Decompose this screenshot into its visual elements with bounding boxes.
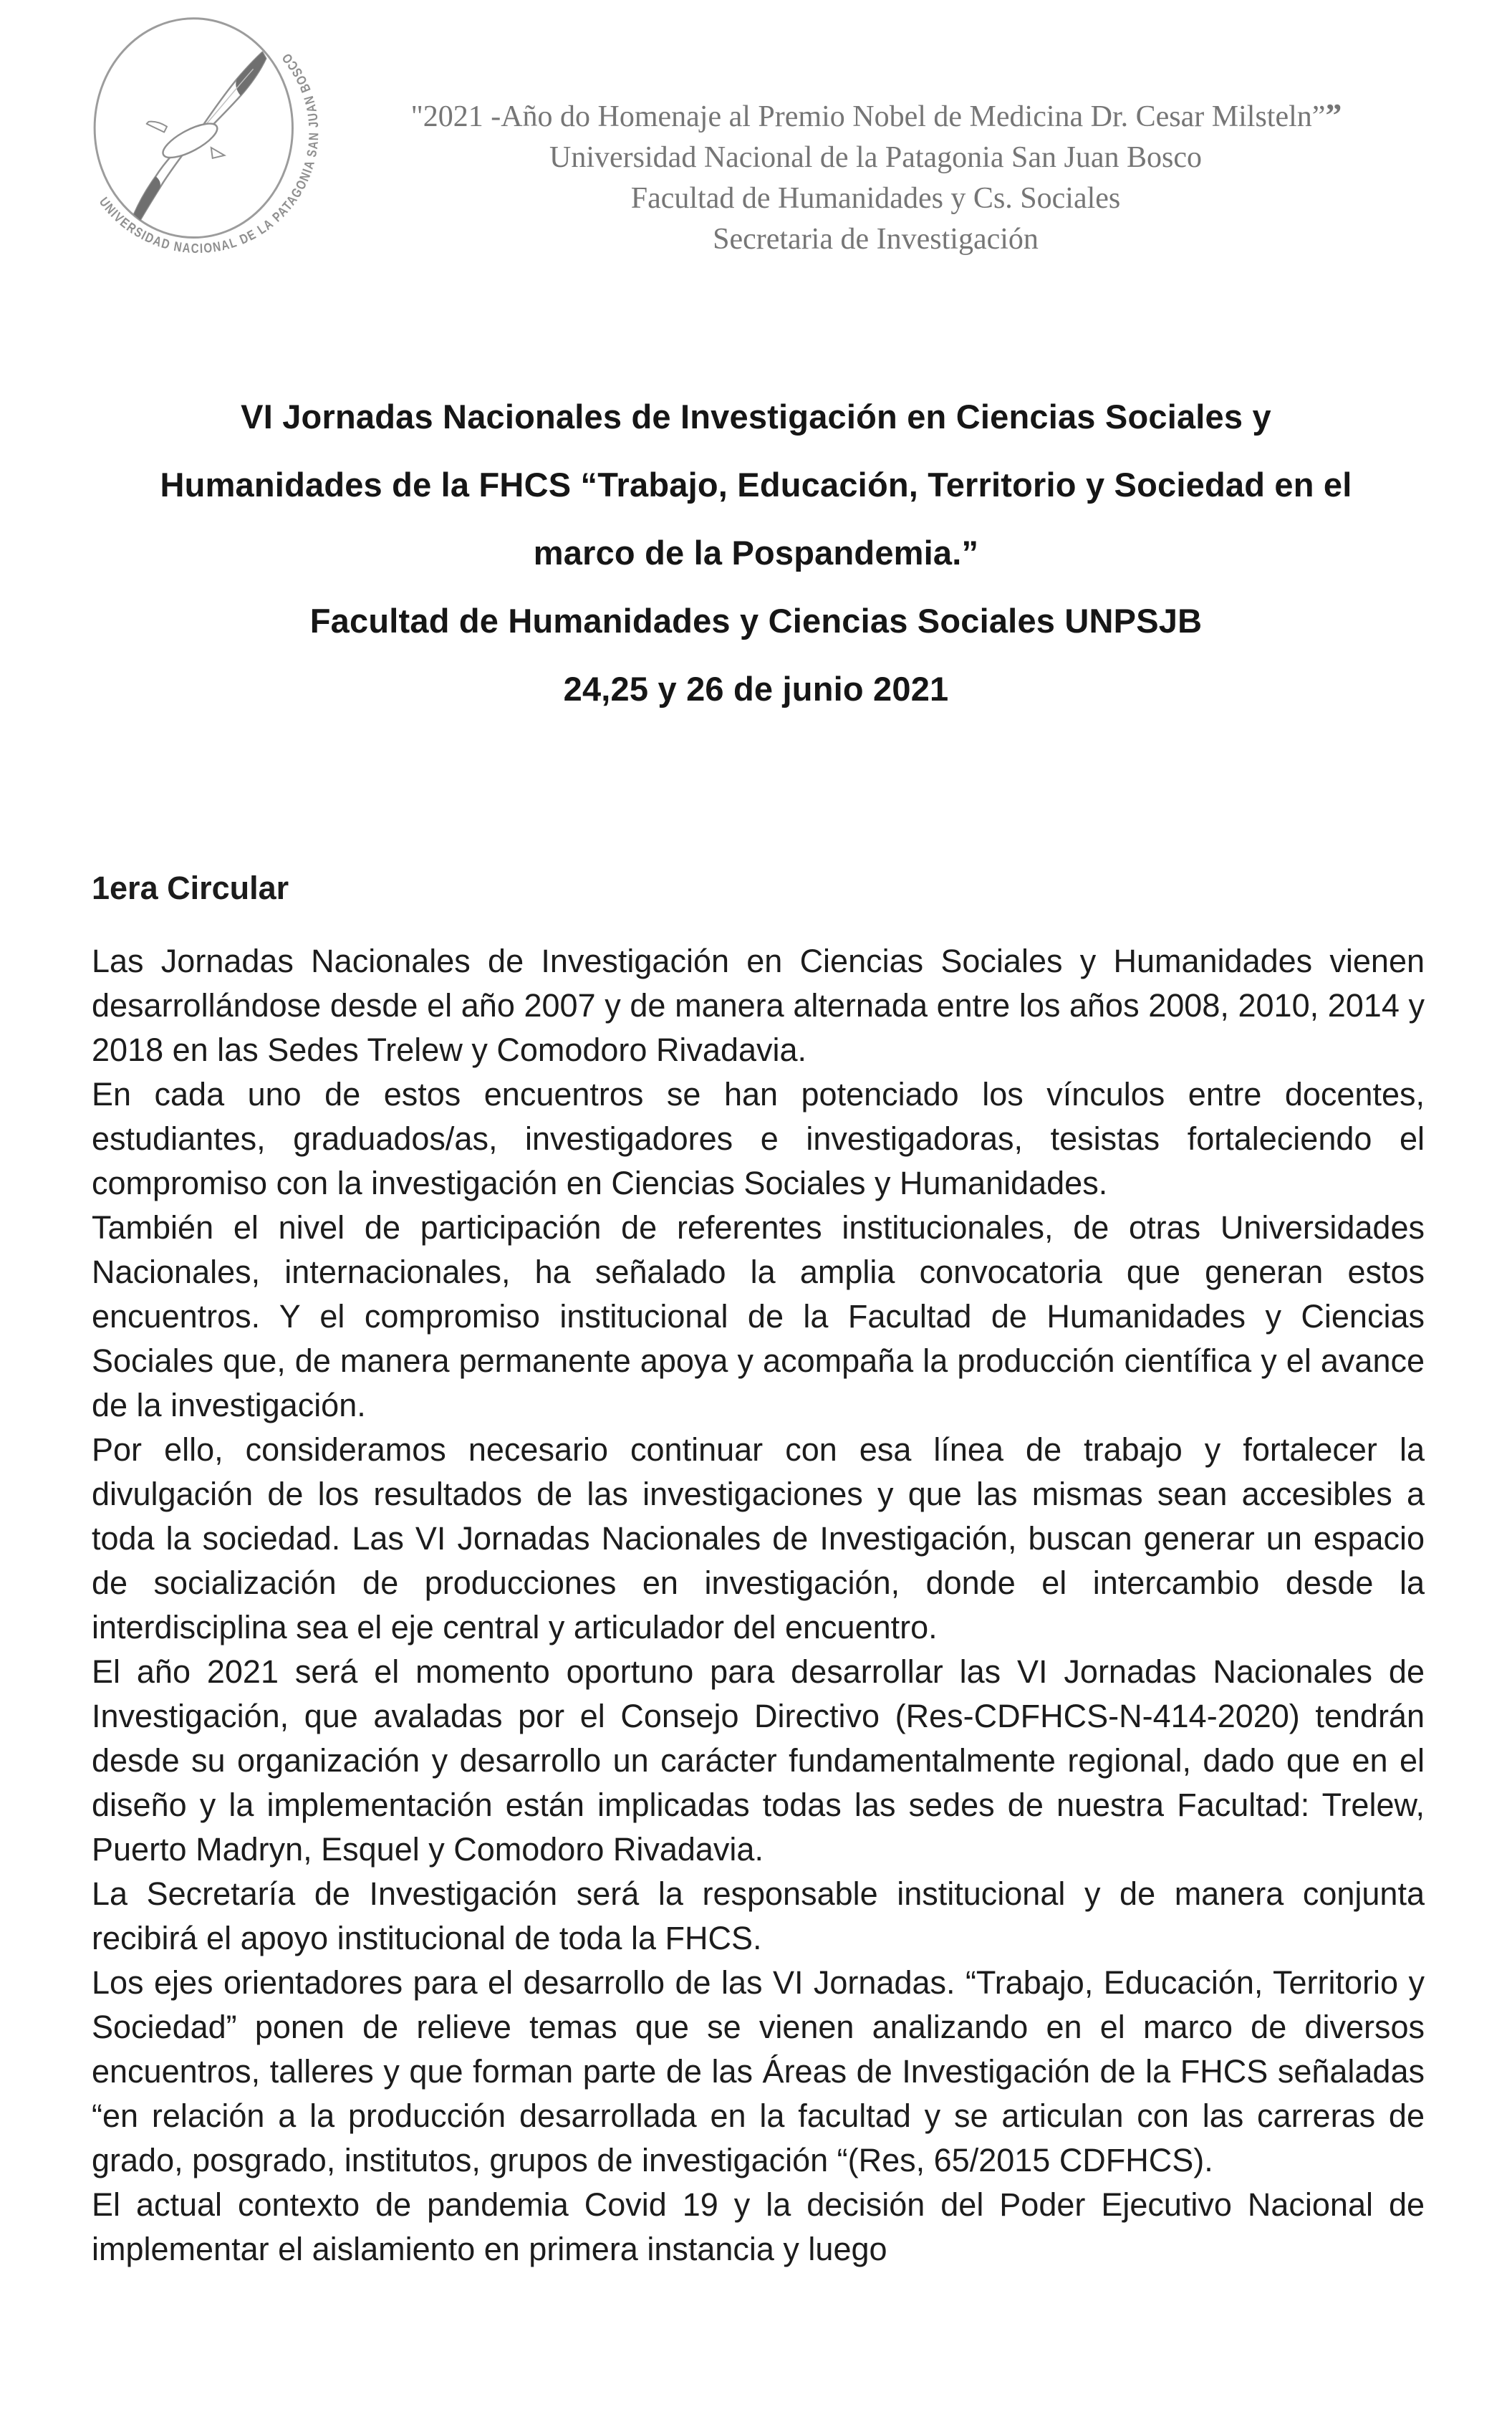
letterhead-secretary: Secretaria de Investigación — [713, 223, 1039, 256]
paragraph: El año 2021 será el momento oportuno para desarrollar las VI Jornadas Nacionales de Investigación, que avaladas por el Consejo Directivo (Res-CDFHCS-N-414-2020) tendrán desde su organización y desarrollo un carácter fundamentalmente regional, dado que en el diseño y la implementación están implicadas todas las sedes de nuestra Facultad: Trelew, Puerto Madryn, Esquel y Comodoro Rivadavia. — [92, 1653, 1425, 1868]
title-line: VI Jornadas Nacionales de Investigación en Ciencias Sociales y — [241, 398, 1271, 436]
document-title — [90, 383, 1422, 723]
paragraph: La Secretaría de Investigación será la responsable institucional y de manera conjunta recibirá el apoyo institucional de toda la FHCS. — [92, 1875, 1425, 1956]
paragraph: En cada uno de estos encuentros se han potenciado los vínculos entre docentes, estudiantes, graduados/as, investigadores e investigadoras, tesistas fortaleciendo el compromiso con la investigación en Ciencias Sociales y Humanidades. — [92, 1076, 1425, 1201]
title-line: marco de la Pospandemia.” — [533, 534, 979, 572]
wing-feather-line — [203, 69, 254, 128]
paragraph: Las Jornadas Nacionales de Investigación en Ciencias Sociales y Humanidades vienen desarrollándose desde el año 2007 y de manera alternada entre los años 2008, 2010, 2014 y 2018 en las Sedes Trelew y Comodoro Rivadavia. — [92, 943, 1425, 1068]
letterhead-text — [325, 95, 1426, 260]
letterhead-quote: "2021 -Año do Homenaje al Premio Nobel de Medicina Dr. Cesar Milsteln”” — [410, 97, 1341, 133]
letterhead — [0, 0, 1512, 291]
albatross-tail — [211, 148, 225, 158]
body-paragraphs — [92, 939, 1425, 2272]
university-logo — [83, 10, 325, 291]
albatross-head-beak — [147, 122, 167, 133]
letterhead-faculty: Facultad de Humanidades y Cs. Sociales — [630, 182, 1121, 215]
paragraph: También el nivel de participación de referentes institucionales, de otras Universidades Nacionales, internacionales, ha señalado la amplia convocatoria que generan estos encuentros. Y el compromiso institucional de la Facultad de Humanidades y Ciencias Sociales que, de manera permanente apoya y acompaña la producción científica y el avance de la investigación. — [92, 1209, 1425, 1423]
albatross-seal-icon — [83, 10, 325, 291]
title-line: Humanidades de la FHCS “Trabajo, Educación, Territorio y Sociedad en el — [160, 466, 1352, 504]
title-line: 24,25 y 26 de junio 2021 — [563, 670, 949, 708]
paragraph: Los ejes orientadores para el desarrollo de las VI Jornadas. “Trabajo, Educación, Territorio y Sociedad” ponen de relieve temas que se vienen analizando en el marco de diversos encuentros, talleres y que forman parte de las Áreas de Investigación de la FHCS señaladas “en relación a la producción desarrollada en la facultad y se articulan con las carreras de grado, posgrado, institutos, grupos de investigación “(Res, 65/2015 CDFHCS). — [92, 1964, 1425, 2178]
paragraph: Por ello, consideramos necesario continuar con esa línea de trabajo y fortalecer la divulgación de los resultados de las investigaciones y que las mismas sean accesibles a toda la sociedad. Las VI Jornadas Nacionales de Investigación, buscan generar un espacio de socialización de producciones en investigación, donde el intercambio desde la interdisciplina sea el eje central y articulador del encuentro. — [92, 1431, 1425, 1645]
letterhead-university: Universidad Nacional de la Patagonia San Juan Bosco — [549, 141, 1202, 174]
letterhead-quote-closing-mark: ” — [1325, 97, 1341, 133]
document-body — [92, 866, 1425, 2272]
paragraph: El actual contexto de pandemia Covid 19 y la decisión del Poder Ejecutivo Nacional de implementar el aislamiento en primera instancia y luego — [92, 2186, 1425, 2267]
albatross-lower-wingtip — [134, 176, 160, 220]
section-heading: 1era Circular — [92, 870, 289, 906]
seal-ring-text: UNIVERSIDAD NACIONAL DE LA PATAGONIA SAN JUAN BOSCO — [96, 47, 322, 256]
title-line: Facultad de Humanidades y Ciencias Sociales UNPSJB — [309, 602, 1203, 640]
